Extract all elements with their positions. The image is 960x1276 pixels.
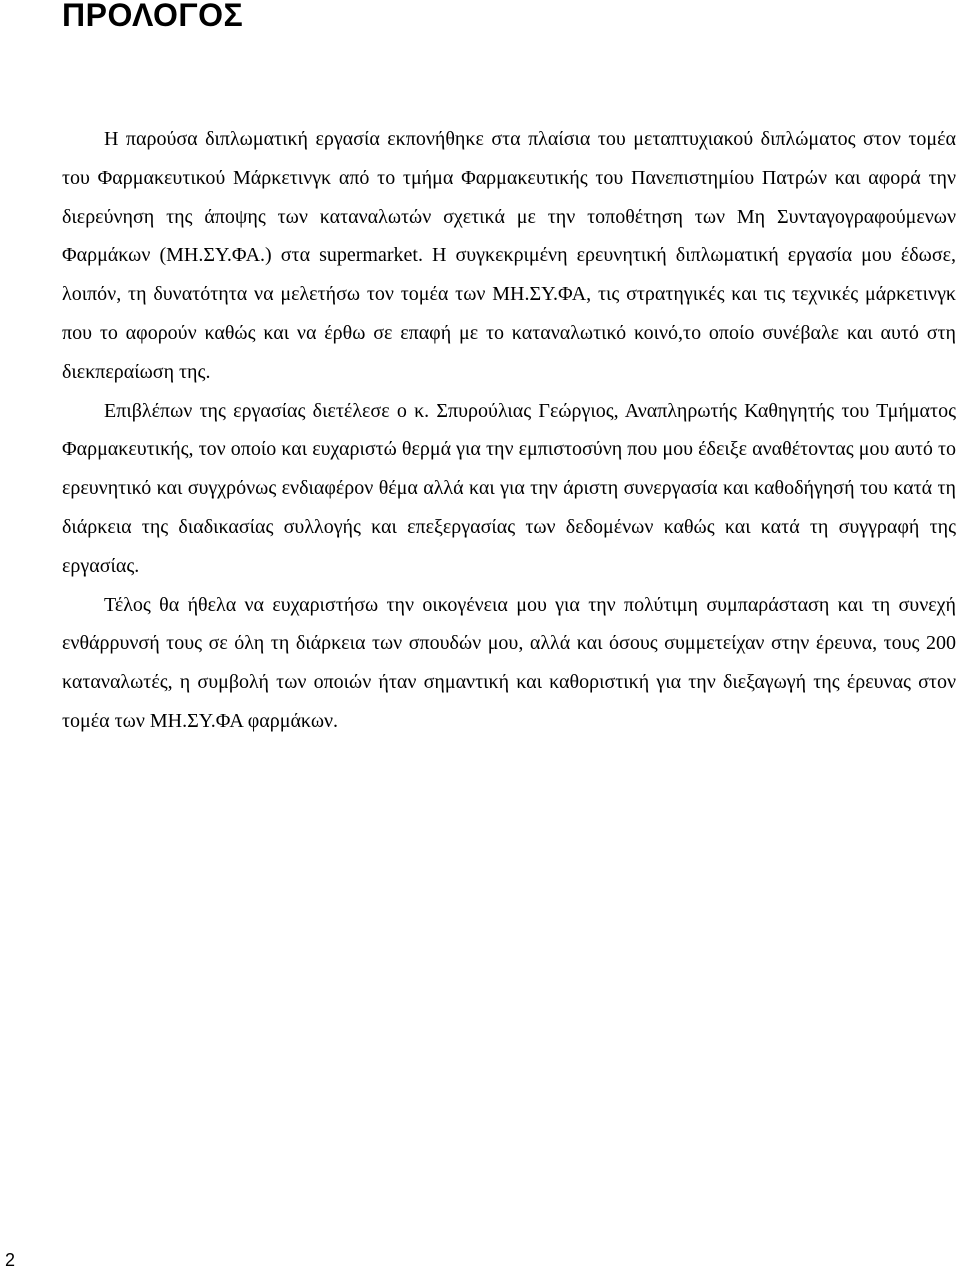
- document-body: [62, 120, 956, 741]
- page-number: 2: [5, 1250, 16, 1270]
- paragraph-supervisor: Επιβλέπων της εργασίας διετέλεσε ο κ. Σπυρούλιας Γεώργιος, Αναπληρωτής Καθηγητής του Τμήματος Φαρμακευτικής, τον οποίο και ευχαριστώ θερμά για την εμπιστοσύνη που μου έδειξε αναθέτοντας μου αυτό το ερευνητικό και συγχρόνως ενδιαφέρον θέμα αλλά και για την άριστη συνεργασία και καθοδήγησή του κατά τη διάρκεια της διαδικασίας συλλογής και επεξεργασίας των δεδομένων καθώς και κατά τη συγγραφή της εργασίας.: [62, 399, 956, 577]
- paragraph-intro: Η παρούσα διπλωματική εργασία εκπονήθηκε στα πλαίσια του μεταπτυχιακού διπλώματος στον τομέα του Φαρμακευτικού Μάρκετινγκ από το τμήμα Φαρμακευτικής του Πανεπιστημίου Πατρών και αφορά την διερεύνηση της άποψης των καταναλωτών σχετικά με την τοποθέτηση των Μη Συνταγογραφούμενων Φαρμάκων (ΜΗ.ΣΥ.ΦΑ.) στα supermarket. Η συγκεκριμένη ερευνητική διπλωματική εργασία μου έδωσε, λοιπόν, τη δυνατότητα να μελετήσω τον τομέα των ΜΗ.ΣΥ.ΦΑ, τις στρατηγικές και τις τεχνικές μάρκετινγκ που το αφορούν καθώς και να έρθω σε επαφή με το καταναλωτικό κοινό,το οποίο συνέβαλε και αυτό στη διεκπεραίωση της.: [62, 128, 956, 383]
- paragraph-acknowledgements: Τέλος θα ήθελα να ευχαριστήσω την οικογένεια μου για την πολύτιμη συμπαράσταση και τη συνεχή ενθάρρυνσή τους σε όλη τη διάρκεια των σπουδών μου, αλλά και όσους συμμετείχαν στην έρευνα, τους 200 καταναλωτές, η συμβολή των οποιών ήταν σημαντική και καθοριστική για την διεξαγωγή της έρευνας στον τομέα των ΜΗ.ΣΥ.ΦΑ φαρμάκων.: [62, 593, 956, 732]
- page-title: ΠΡΟΛΟΓΟΣ: [62, 0, 244, 33]
